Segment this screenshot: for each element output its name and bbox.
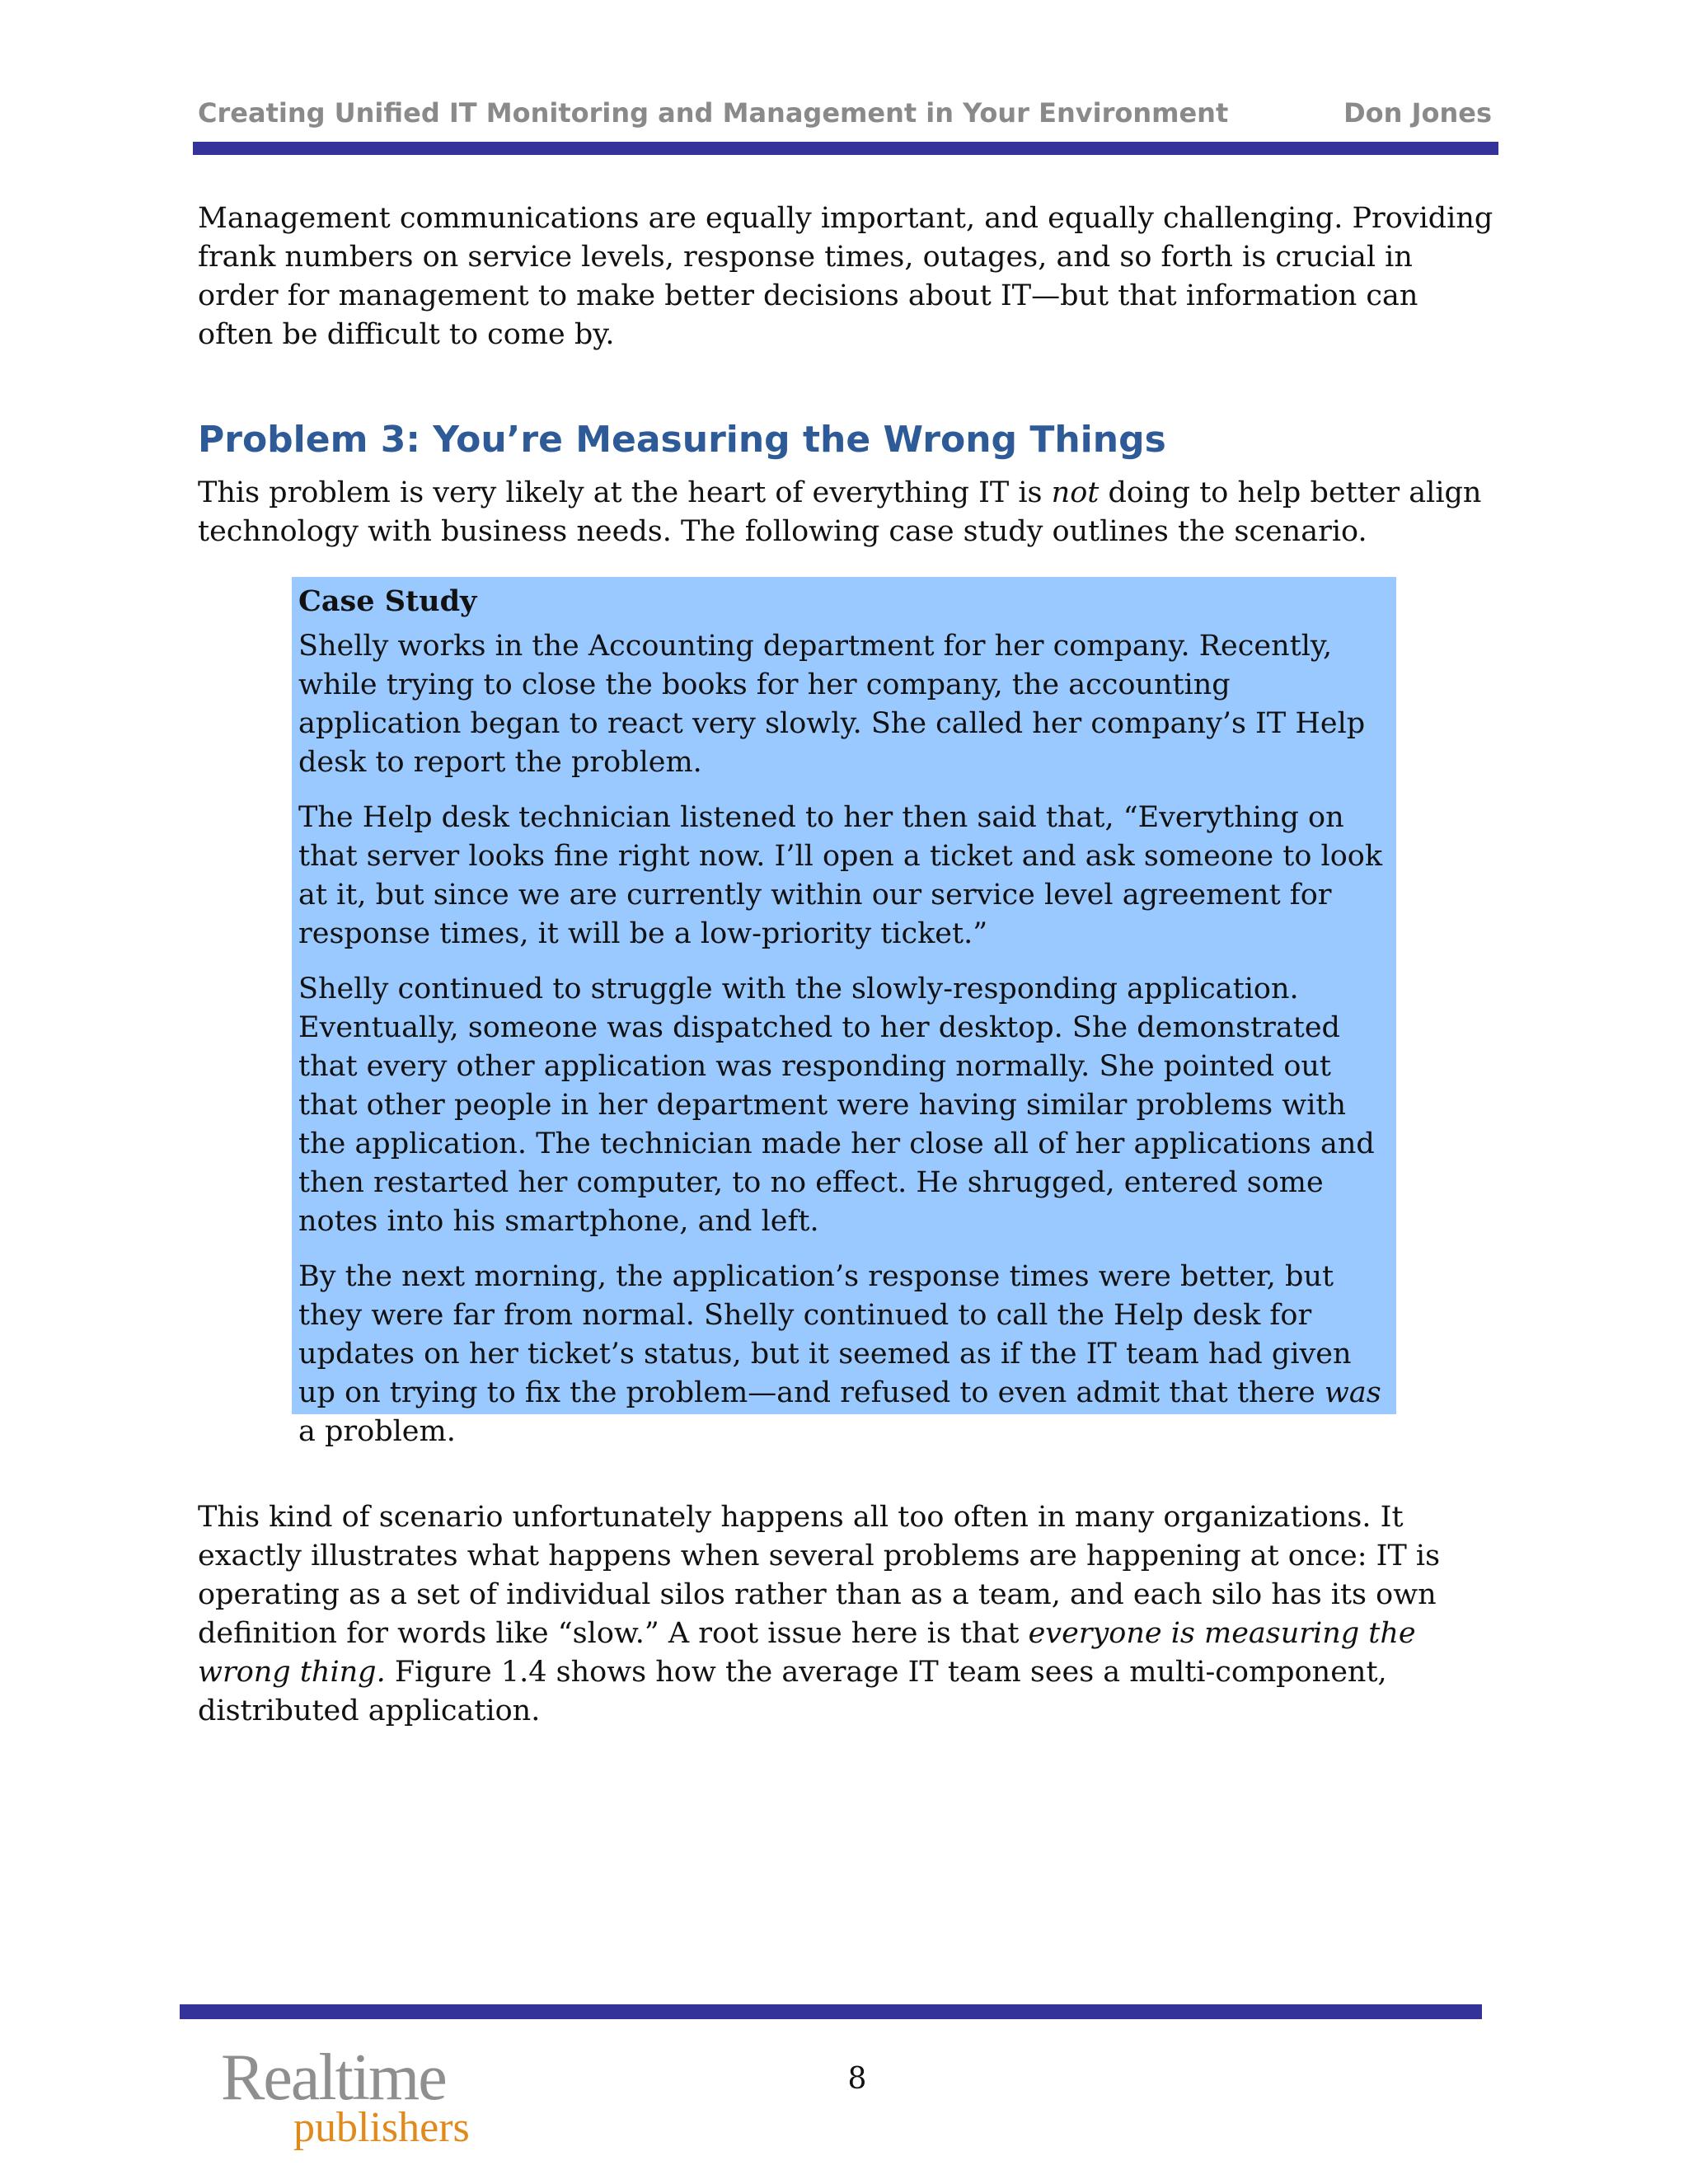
header-rule xyxy=(193,142,1498,155)
lead-text-start: This problem is very likely at the heart of everything IT is xyxy=(198,476,1052,509)
running-header xyxy=(198,97,1492,140)
closing-text-start: This kind of scenario unfortunately happens all too often in many organizations. It exactly illustrates what happens when several problems are happening at once: IT is operating as a set of individual silos rather than as a team, and each silo has its own definition for words like “slow.” A root issue here is that xyxy=(198,1501,1441,1650)
case-study-paragraph-4 xyxy=(298,1258,1391,1451)
case-last-text-start: By the next morning, the application’s response times were better, but they were far from normal. Shelly continued to call the Help desk for updates on her ticket’s status, but it seemed as if the IT team had given up on trying to fix the problem—and refused to even admit that there xyxy=(298,1260,1352,1409)
lead-text-end: doing to help better align technology with business needs. The following case study outlines the scenario. xyxy=(198,476,1482,548)
footer-rule xyxy=(180,2004,1482,2019)
section-lead-paragraph xyxy=(198,474,1500,551)
case-last-text-end: a problem. xyxy=(298,1415,456,1448)
header-document-title: Creating Unified IT Monitoring and Management in Your Environment xyxy=(198,97,1229,129)
closing-emphasis: everyone is measuring the wrong thing. xyxy=(198,1617,1416,1689)
closing-text-end: Figure 1.4 shows how the average IT team sees a multi-component, distributed application. xyxy=(198,1656,1387,1727)
page-number: 8 xyxy=(847,2062,867,2096)
case-study-box xyxy=(292,577,1396,1448)
lead-emphasis: not xyxy=(1051,476,1100,509)
case-last-emphasis: was xyxy=(1324,1376,1381,1409)
closing-paragraph xyxy=(198,1498,1500,1731)
logo-publishers-text: publishers xyxy=(293,2104,470,2151)
intro-paragraph: Management communications are equally important, and equally challenging. Providing frank numbers on service levels, response times, outages, and so forth is crucial in order for management to make better decisions about IT—but that information can often be difficult to come by. xyxy=(198,202,1493,351)
case-study-title: Case Study xyxy=(298,584,477,618)
publisher-logo xyxy=(221,2041,493,2164)
header-author: Don Jones xyxy=(1343,97,1492,129)
logo-realtime-text: Realtime xyxy=(221,2041,446,2114)
case-study-paragraph-1: Shelly works in the Accounting department for her company. Recently, while trying to close the books for her company, the accounting application began to react very slowly. She called her company’s IT Help desk to report the problem. xyxy=(298,630,1366,779)
section-heading: Problem 3: You’re Measuring the Wrong Things xyxy=(198,419,1166,461)
case-study-paragraph-3: Shelly continued to struggle with the slowly-responding application. Eventually, someone was dispatched to her desktop. She demonstrated that every other application was responding normally. She pointed out that other people in her department were having similar problems with the application. The technician made her close all of her applications and then restarted her computer, to no effect. He shrugged, entered some notes into his smartphone, and left. xyxy=(298,972,1375,1238)
case-study-paragraph-2: The Help desk technician listened to her then said that, “Everything on that server looks fine right now. I’ll open a ticket and ask someone to look at it, but since we are currently within our service level agreement for response times, it will be a low-priority ticket.” xyxy=(298,801,1383,950)
